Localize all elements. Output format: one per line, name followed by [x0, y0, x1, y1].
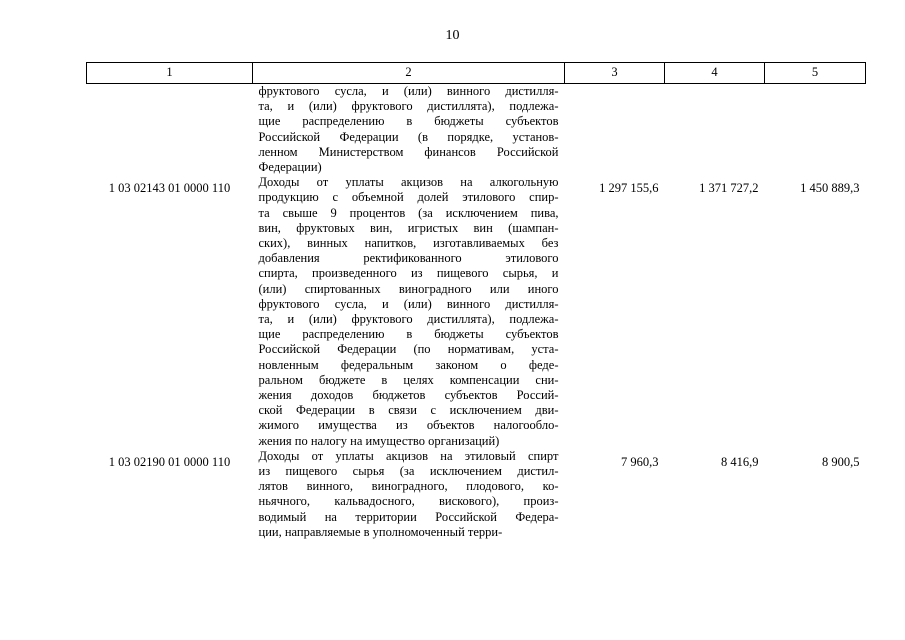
amount-cell-5: 8 900,5 — [822, 454, 860, 469]
description-line: та свыше 9 процентов (за исключением пива, — [258, 205, 559, 220]
description-line: щие распределению в бюджеты субъектов — [258, 327, 559, 342]
column-header-4: 4 — [665, 63, 765, 84]
table-row — [87, 84, 866, 176]
description-cell — [253, 175, 565, 449]
column-header-1: 1 — [87, 63, 253, 84]
description-line: щие распределению в бюджеты субъектов — [258, 114, 559, 129]
description-line: та, и (или) фруктового дистиллята), подлежа- — [258, 312, 559, 327]
description-line: вин, фруктовых вин, игристых вин (шампан- — [258, 220, 559, 235]
table-header-row — [87, 63, 866, 84]
description-line: жения по налогу на имущество организаций) — [258, 433, 500, 448]
amount-cell-4 — [665, 84, 765, 176]
description-line: Российской Федерации (в порядке, установ- — [258, 129, 559, 144]
description-line: ской Федерации в связи с исключением дви- — [258, 403, 559, 418]
table-row — [87, 175, 866, 449]
description-cell — [253, 84, 565, 176]
description-line: Российской Федерации (по нормативам, уста- — [258, 342, 559, 357]
description-line: добавления ректификованного этилового — [258, 251, 559, 266]
amount-cell-4: 1 371 727,2 — [699, 181, 759, 196]
budget-code-cell — [87, 84, 253, 176]
budget-code-cell: 1 03 02190 01 0000 110 — [108, 454, 231, 469]
table-row — [87, 449, 866, 540]
column-header-5: 5 — [765, 63, 866, 84]
budget-code-cell: 1 03 02143 01 0000 110 — [108, 181, 231, 196]
description-line: Доходы от уплаты акцизов на алкогольную — [258, 175, 559, 190]
amount-cell-3: 7 960,3 — [621, 454, 659, 469]
description-line: (или) спиртованных виноградного или иного — [258, 281, 559, 296]
description-line: ленном Министерством финансов Российской — [258, 144, 559, 159]
amount-cell-3: 1 297 155,6 — [599, 181, 659, 196]
revenue-table — [86, 62, 866, 540]
description-line: фруктового сусла, и (или) винного дистилля- — [258, 296, 559, 311]
amount-cell-5: 1 450 889,3 — [800, 181, 860, 196]
description-line: ньячного, кальвадосного, вискового), произ- — [258, 494, 559, 509]
amount-cell-5 — [765, 84, 866, 176]
column-header-3: 3 — [565, 63, 665, 84]
description-line: Доходы от уплаты акцизов на этиловый спирт — [258, 448, 559, 463]
description-line: Федерации) — [258, 160, 322, 175]
description-line: ских), винных напитков, изготавливаемых без — [258, 236, 559, 251]
amount-cell-3 — [565, 84, 665, 176]
description-line: ральном бюджете в целях компенсации сни- — [258, 372, 559, 387]
description-line: лятов винного, виноградного, плодового, ко- — [258, 479, 559, 494]
description-line: новленным федеральным законом о феде- — [258, 357, 559, 372]
description-line: из пищевого сырья (за исключением дистил- — [258, 464, 559, 479]
amount-cell-4: 8 416,9 — [721, 454, 759, 469]
table-body — [87, 84, 866, 541]
description-line: та, и (или) фруктового дистиллята), подлежа- — [258, 99, 559, 114]
description-cell — [253, 449, 565, 540]
description-line: водимый на территории Российской Федера- — [258, 509, 559, 524]
description-line: жения доходов бюджетов субъектов Россий- — [258, 388, 559, 403]
page-number: 10 — [445, 28, 460, 43]
column-header-2: 2 — [253, 63, 565, 84]
description-line: жимого имущества из объектов налогообло- — [258, 418, 559, 433]
description-line: фруктового сусла, и (или) винного дистилля- — [258, 84, 559, 98]
description-line: продукцию с объемной долей этилового спир- — [258, 190, 559, 205]
description-line: спирта, произведенного из пищевого сырья, и — [258, 266, 559, 281]
description-line: ции, направляемые в уполномоченный терри- — [258, 524, 503, 539]
